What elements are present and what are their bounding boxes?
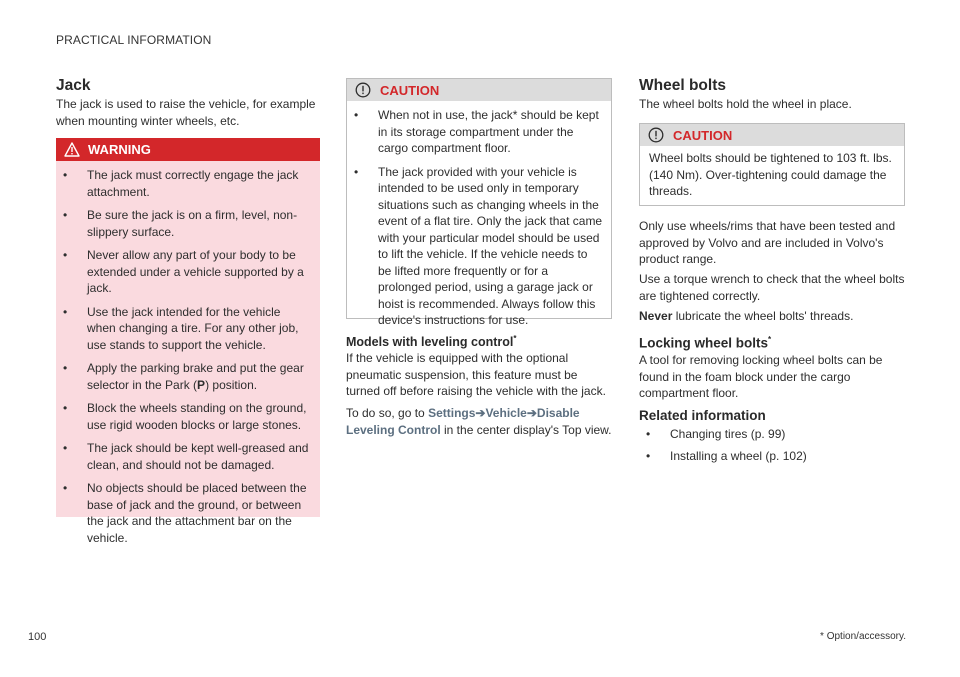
warning-box <box>56 138 320 545</box>
warning-item: • Never allow any part of your body to be extended under a vehicle supported by a jack. <box>56 247 310 297</box>
caution-item: • The jack provided with your vehicle is intended to be used only in temporary situations such as changing wheels in the event of a flat tire. Only the jack that came with your particular model should be used to lift the vehicle. If the vehicle needs to be lifted more frequently or for a prolonged period, using a garage jack or hoist is recommended. Always follow this device's instructions for use. <box>347 164 603 329</box>
warning-label: WARNING <box>88 142 151 157</box>
never-emphasis: Never <box>639 309 673 323</box>
warning-item: • Block the wheels standing on the ground, use rigid wooden blocks or large stones. <box>56 400 310 433</box>
warning-item: • No objects should be placed between the base of jack and the ground, or between the jack and the attachment bar on the vehicle. <box>56 480 310 546</box>
park-letter: P <box>197 377 206 392</box>
jack-intro: The jack is used to raise the vehicle, for example when mounting winter wheels, etc. <box>56 97 316 128</box>
wheel-bolts-title: Wheel bolts <box>639 77 726 94</box>
related-link-changing-tires[interactable]: • Changing tires (p. 99) <box>639 426 905 443</box>
related-title: Related information <box>639 408 766 423</box>
warning-item: • The jack must correctly engage the jack attachment. <box>56 167 310 200</box>
caution-icon <box>648 127 664 143</box>
arrow-right-icon: ➔ <box>526 406 537 420</box>
caution-bar <box>347 79 611 101</box>
warning-item-park: • Apply the parking brake and put the gear selector in the Park (P) position. <box>56 360 310 393</box>
caution-list <box>347 107 603 329</box>
warning-list <box>56 167 310 546</box>
warning-item: • Be sure the jack is on a firm, level, non-slippery surface. <box>56 207 310 240</box>
related-list <box>639 426 905 469</box>
arrow-right-icon: ➔ <box>475 406 486 420</box>
warning-bar <box>56 138 320 161</box>
caution-box-jack <box>346 78 612 327</box>
caution-text: Wheel bolts should be tightened to 103 ft. lbs. (140 Nm). Over-tightening could damage the threads. <box>649 151 892 198</box>
wheel-bolts-para2: Use a torque wrench to check that the wheel bolts are tightened correctly. <box>639 272 905 303</box>
leveling-body: If the vehicle is equipped with the optional pneumatic suspension, this feature must be turned off before raising the vehicle with the jack. <box>346 351 606 398</box>
footnote: * Option/accessory. <box>820 631 906 642</box>
caution-item: • When not in use, the jack* should be kept in its storage compartment under the cargo compartment floor. <box>347 107 603 157</box>
running-header: PRACTICAL INFORMATION <box>56 33 212 47</box>
jack-title: Jack <box>56 77 91 94</box>
leveling-title: Models with leveling control* <box>346 334 517 350</box>
page-number: 100 <box>28 631 47 643</box>
related-link-installing-wheel[interactable]: • Installing a wheel (p. 102) <box>639 448 905 465</box>
caution-box-wheel-bolts <box>639 123 905 206</box>
warning-item: • Use the jack intended for the vehicle when changing a tire. For any other job, use stands to support the vehicle. <box>56 304 310 354</box>
locking-body: A tool for removing locking wheel bolts can be found in the foam block under the cargo compartment floor. <box>639 353 883 400</box>
menu-vehicle: Vehicle <box>485 406 527 420</box>
caution-label: CAUTION <box>380 82 440 98</box>
caution-icon <box>355 82 371 98</box>
warning-item: • The jack should be kept well-greased and clean, and should not be damaged. <box>56 440 310 473</box>
menu-disable-leveling: Disable Leveling Control <box>346 406 580 437</box>
wheel-bolts-para3: Never lubricate the wheel bolts' threads. <box>639 309 854 323</box>
caution-bar <box>640 124 904 146</box>
locking-title: Locking wheel bolts* <box>639 335 772 351</box>
wheel-bolts-para1: Only use wheels/rims that have been tested and approved by Volvo and are included in Volvo's product range. <box>639 219 896 266</box>
leveling-instructions: To do so, go to Settings➔Vehicle➔Disable Leveling Control in the center display's Top view. <box>346 406 612 437</box>
wheel-bolts-intro: The wheel bolts hold the wheel in place. <box>639 97 852 111</box>
menu-settings: Settings <box>428 406 476 420</box>
caution-label: CAUTION <box>673 127 733 143</box>
warning-triangle-icon <box>64 142 80 157</box>
